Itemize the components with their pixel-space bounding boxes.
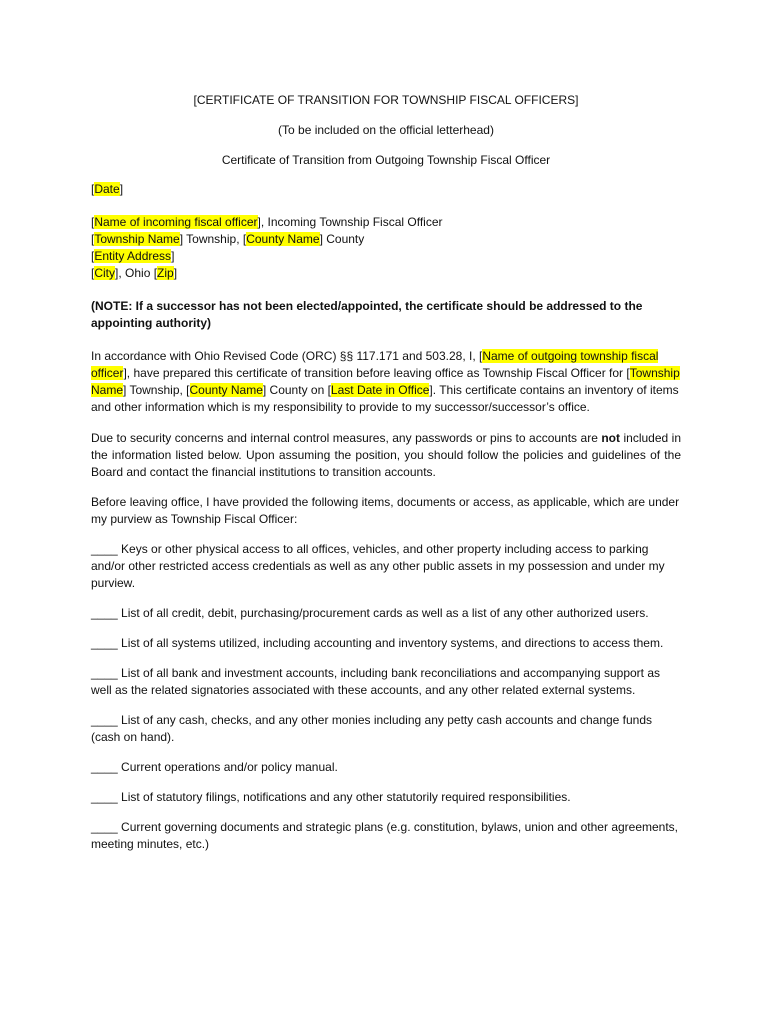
letterhead-note: (To be included on the official letterhead) (278, 123, 494, 137)
address-line-city (91, 265, 681, 282)
checklist-item: ____ Current governing documents and strategic plans (e.g. constitution, bylaws, union and other agreements, meeting minutes, etc.) (91, 820, 679, 851)
address-line-street (91, 248, 681, 265)
items-intro-paragraph: Before leaving office, I have provided the following items, documents or access, as applicable, which are under my purview as Township Fiscal Officer: (91, 495, 680, 526)
date-line (91, 181, 681, 198)
address-text: ], Ohio [ (115, 266, 158, 280)
paragraph-text: In accordance with Ohio Revised Code (ORC) §§ 117.171 and 503.28, I, [ (91, 349, 483, 363)
paragraph-text: ] County on [ (262, 383, 331, 397)
paragraph-text: included in the information listed below. Upon assuming the position, you should follow the policies and guidelines of the Board and contact the financial institutions to transition accounts. (91, 431, 681, 479)
county-name-field: County Name (246, 232, 320, 246)
township-name-field: Township Name (91, 366, 680, 397)
bracket: [ (91, 232, 95, 246)
document-title: [CERTIFICATE OF TRANSITION FOR TOWNSHIP FISCAL OFFICERS] (193, 93, 579, 107)
city-field: City (94, 266, 116, 280)
document-subtitle: Certificate of Transition from Outgoing Township Fiscal Officer (221, 153, 551, 167)
checklist-item: ____ Keys or other physical access to all offices, vehicles, and other property including access to parking and/or other restricted access credentials as well as any other public assets in my possession and under my purview. (91, 542, 665, 590)
checklist-item: ____ List of all systems utilized, including accounting and inventory systems, and directions to access them. (91, 636, 664, 650)
address-line-township (91, 231, 681, 248)
security-paragraph (91, 430, 681, 481)
document-body (91, 92, 681, 853)
address-text: ] Township, [ (179, 232, 247, 246)
zip-field: Zip (157, 266, 174, 280)
bracket: [ (91, 182, 95, 196)
intro-paragraph (91, 348, 681, 416)
bracket: ] (173, 266, 178, 280)
bracket: ] (119, 182, 124, 196)
incoming-officer-field: Name of incoming fiscal officer (94, 215, 258, 229)
bracket: [ (91, 215, 95, 229)
entity-address-field: Entity Address (94, 249, 172, 263)
paragraph-text: ], have prepared this certificate of transition before leaving office as Township Fiscal Officer for [ (123, 366, 630, 380)
checklist-item: ____ List of all bank and investment accounts, including bank reconciliations and accompanying support as well as the related signatories associated with these accounts, and any other related external systems. (91, 666, 661, 697)
paragraph-text: ]. This certificate contains an inventory of items and other information which is my responsibility to provide to my successor/successor’s office. (91, 383, 679, 414)
emphasis-not: not (601, 431, 620, 445)
paragraph-text: Due to security concerns and internal control measures, any passwords or pins to accounts are (91, 431, 602, 445)
checklist (91, 541, 681, 853)
address-block (91, 214, 681, 282)
checklist-item: ____ List of all credit, debit, purchasing/procurement cards as well as a list of any other authorized users. (91, 606, 649, 620)
address-line-recipient (91, 214, 681, 231)
address-text: ] County (319, 232, 365, 246)
county-name-field: County Name (189, 383, 263, 397)
last-date-field: Last Date in Office (330, 383, 430, 397)
address-text: ], Incoming Township Fiscal Officer (257, 215, 443, 229)
checklist-item: ____ List of statutory filings, notifications and any other statutorily required responsibilities. (91, 790, 571, 804)
outgoing-officer-field: Name of outgoing township fiscal officer (91, 349, 659, 380)
paragraph-text: ] Township, [ (123, 383, 190, 397)
checklist-item: ____ Current operations and/or policy manual. (91, 760, 338, 774)
bracket: [ (91, 249, 95, 263)
bracket: [ (91, 266, 95, 280)
checklist-item: ____ List of any cash, checks, and any other monies including any petty cash accounts and change funds (cash on hand). (91, 713, 653, 744)
note-paragraph: (NOTE: If a successor has not been elected/appointed, the certificate should be addressed to the appointing authority) (91, 299, 643, 330)
township-name-field: Township Name (94, 232, 180, 246)
date-field: Date (94, 182, 120, 196)
bracket: ] (171, 249, 175, 263)
